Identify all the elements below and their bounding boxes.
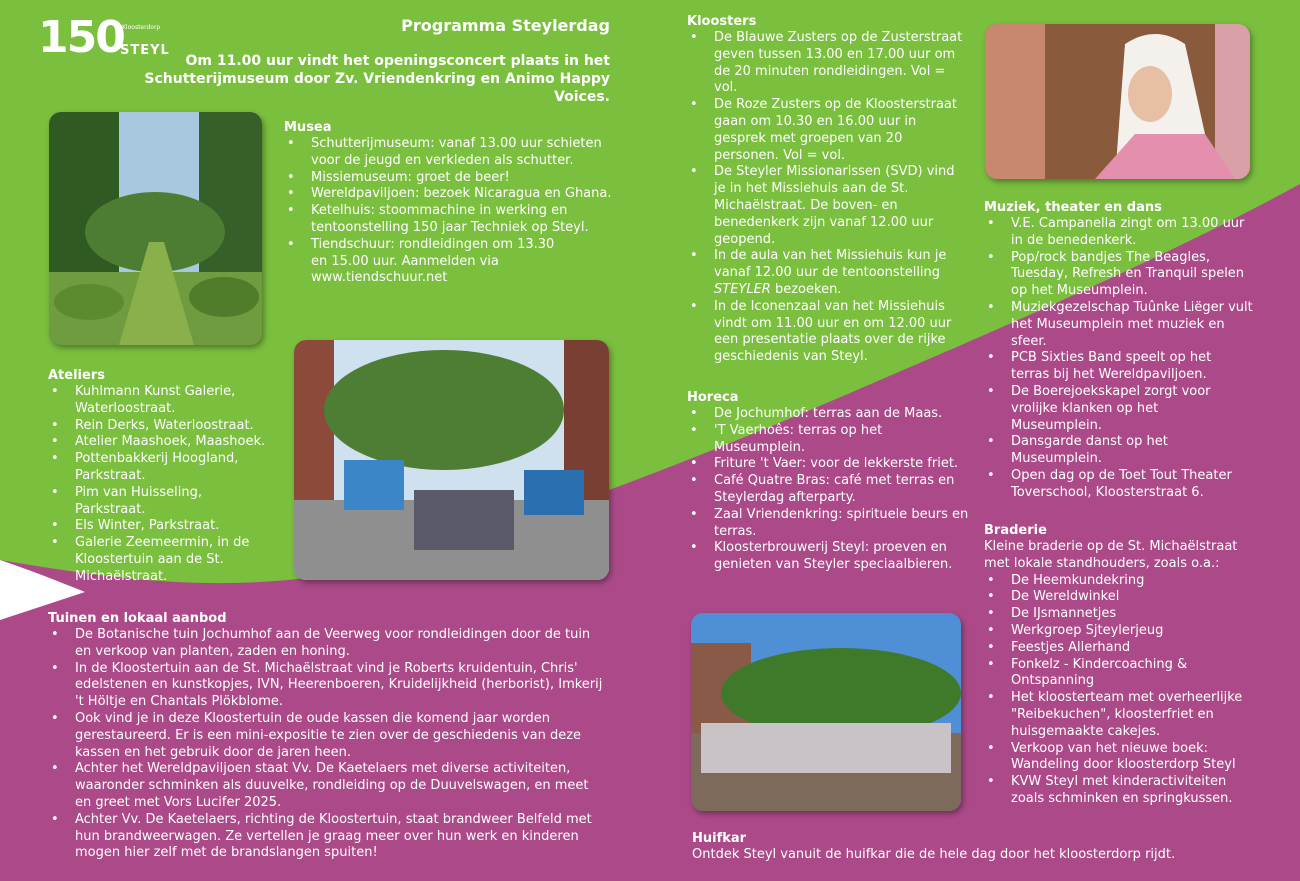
horeca-section xyxy=(687,390,972,574)
list-item: • Pottenbakkerij Hoogland, Parkstraat. xyxy=(48,451,265,485)
list-item: • Pim van Huisseling, Parkstraat. xyxy=(48,485,215,519)
item-text: bezoeken. xyxy=(770,281,842,297)
muziek-section xyxy=(984,200,1254,502)
list-item: • Rein Derks, Waterloostraat. xyxy=(48,418,288,435)
muziek-heading: Muziek, theater en dans xyxy=(984,200,1162,215)
list-item: • Werkgroep Sjteylerjeug xyxy=(984,623,1254,640)
huifkar-section xyxy=(692,831,1272,864)
list-item: • Atelier Maashoek, Maashoek. xyxy=(48,434,288,451)
list-item: • Wereldpaviljoen: bezoek Nicaragua en Ghana. xyxy=(284,186,614,203)
list-item: • De Steyler Missionarissen (SVD) vind je in het Missiehuis aan de St. Michaëlstraat. De boven- en benedenkerk zijn vanaf 12.00 uur geopend. xyxy=(687,164,967,248)
list-item: • Pop/rock bandjes The Beagles, Tuesday, Refresh en Tranquil spelen op het Museumplein. xyxy=(984,250,1254,300)
ateliers-list xyxy=(48,384,288,586)
logo-name: STEYL xyxy=(120,43,170,58)
list-item: • 'T Vaerhoês: terras op het Museumplein. xyxy=(687,423,934,457)
musea-section xyxy=(284,120,614,287)
garden-photo xyxy=(49,112,262,345)
logo-small-text: Kloosterdorp xyxy=(122,24,161,31)
list-item: • De Boerejoekskapel zorgt voor vrolijke klanken op het Museumplein. xyxy=(984,384,1226,434)
list-item: • Feestjes Allerhand xyxy=(984,640,1254,657)
list-item: • In de Kloostertuin aan de St. Michaëlstraat vind je Roberts kruidentuin, Chris' edelstenen en kunstkopjes, IVN, Heerenboeren, Kruidelijkheid (herborist), Imkerij 't Höltje en Chantals Plökblome. xyxy=(48,661,608,711)
list-item: • Achter Vv. De Kaetelaers, richting de Kloostertuin, staat brandweer Belfeld met hun brandweerwagen. Ze vertellen je graag meer over hun werk en kinderen mogen hier zelf met de brandslangen spuiten! xyxy=(48,812,608,862)
list-item: • Missiemuseum: groet de beer! xyxy=(284,170,614,187)
list-item: • Café Quatre Bras: café met terras en Steylerdag afterparty. xyxy=(687,473,972,507)
list-item: • De Botanische tuin Jochumhof aan de Veerweg voor rondleidingen door de tuin en verkoop van planten, zaden en honing. xyxy=(48,627,608,661)
list-item: • De Blauwe Zusters op de Zusterstraat geven tussen 13.00 en 17.00 uur om de 20 minuten rondleidingen. Vol = vol. xyxy=(687,30,967,97)
kloosters-section xyxy=(687,14,967,366)
braderie-heading: Braderie xyxy=(984,523,1047,538)
intro-text: Om 11.00 uur vindt het openingsconcert plaats in het Schutterijmuseum door Zv. Vriendenkring en Animo Happy Voices. xyxy=(144,53,610,105)
ateliers-section xyxy=(48,368,288,586)
list-item: • Muziekgezelschap Tuûnke Liëger vult het Museumplein met muziek en sfeer. xyxy=(984,300,1254,350)
list-item: • Verkoop van het nieuwe boek: Wandeling door kloosterdorp Steyl xyxy=(984,741,1254,775)
tuinen-section xyxy=(48,611,608,862)
braderie-section xyxy=(984,523,1254,808)
braderie-intro: Kleine braderie op de St. Michaëlstraat met lokale standhouders, zoals o.a.: xyxy=(984,539,1238,571)
braderie-list xyxy=(984,573,1254,808)
list-item: • De Roze Zusters op de Kloosterstraat gaan om 10.30 en 16.00 uur in gesprek met groepen van 20 personen. Vol = vol. xyxy=(687,97,967,164)
list-item: • Els Winter, Parkstraat. xyxy=(48,518,288,535)
list-item: • De Heemkundekring xyxy=(984,573,1254,590)
list-item: • Open dag op de Toet Tout Theater Toverschool, Kloosterstraat 6. xyxy=(984,468,1254,502)
market-photo xyxy=(294,340,609,580)
kloosters-heading: Kloosters xyxy=(687,14,757,29)
list-item: • Schutterijmuseum: vanaf 13.00 uur schieten voor de jeugd en verkleden als schutter. xyxy=(284,136,614,170)
ateliers-heading: Ateliers xyxy=(48,368,105,383)
list-item: • Het kloosterteam met overheerlijke "Reibekuchen", kloosterfriet en huisgemaakte cakejes. xyxy=(984,690,1254,740)
tuinen-heading: Tuinen en lokaal aanbod xyxy=(48,611,227,626)
muziek-list xyxy=(984,216,1254,502)
list-item: • Friture 't Vaer: voor de lekkerste friet. xyxy=(687,456,959,473)
list-item: • V.E. Campanella zingt om 13.00 uur in de benedenkerk. xyxy=(984,216,1254,250)
list-item: • KVW Steyl met kinderactiviteiten zoals schminken en springkussen. xyxy=(984,774,1254,808)
list-item: • Dansgarde danst op het Museumplein. xyxy=(984,434,1196,468)
list-item: • Tiendschuur: rondleidingen om 13.30 en 15.00 uur. Aanmelden via www.tiendschuur.net xyxy=(284,237,556,287)
list-item: • Galerie Zeemeermin, in de Kloostertuin aan de St. Michaëlstraat. xyxy=(48,535,265,585)
list-item: • De Wereldwinkel xyxy=(984,589,1254,606)
musea-heading: Musea xyxy=(284,120,332,135)
item-text: In de aula van het Missiehuis kun je vanaf 12.00 uur de tentoonstelling xyxy=(714,248,947,281)
list-item: • Fonkelz - Kindercoaching & Ontspanning xyxy=(984,657,1211,691)
list-item: • Ook vind je in deze Kloostertuin de oude kassen die komend jaar worden gerestaureerd. Er is een mini-expositie te zien over de geschiedenis van deze kassen en het gebruik door de jaren heen. xyxy=(48,711,608,761)
horeca-heading: Horeca xyxy=(687,390,739,405)
huifkar-heading: Huifkar xyxy=(692,831,747,846)
list-item: • Achter het Wereldpaviljoen staat Vv. De Kaetelaers met diverse activiteiten, waaronder schminken als duuvelke, rondleiding op de Duuvelswagen, en meet en greet met Vors Lucifer 2025. xyxy=(48,761,608,811)
nun-photo xyxy=(985,24,1250,179)
list-item xyxy=(687,248,967,298)
list-item: • Zaal Vriendenkring: spirituele beurs en terras. xyxy=(687,507,972,541)
logo-number: 150 xyxy=(38,12,124,63)
horeca-list xyxy=(687,406,972,574)
huifkar-text: Ontdek Steyl vanuit de huifkar die de hele dag door het kloosterdorp rijdt. xyxy=(692,847,1176,862)
list-item: • Kuhlmann Kunst Galerie, Waterloostraat. xyxy=(48,384,250,418)
list-item: • PCB Sixties Band speelt op het terras bij het Wereldpaviljoen. xyxy=(984,350,1226,384)
musea-list xyxy=(284,136,614,287)
list-item: • Kloosterbrouwerij Steyl: proeven en genieten van Steyler speciaalbieren. xyxy=(687,540,972,574)
list-item: • De IJsmannetjes xyxy=(984,606,1254,623)
page-title: Programma Steylerdag xyxy=(401,16,610,35)
tuinen-list xyxy=(48,627,608,862)
list-item: • In de Iconenzaal van het Missiehuis vindt om 11.00 uur en om 12.00 uur een presentatie plaats over de rijke geschiedenis van Steyl. xyxy=(687,299,967,366)
list-item: • De Jochumhof: terras aan de Maas. xyxy=(687,406,972,423)
exhibition-name: STEYLER xyxy=(714,281,771,297)
list-item: • Ketelhuis: stoommachine in werking en tentoonstelling 150 jaar Techniek op Steyl. xyxy=(284,203,614,237)
dance-photo xyxy=(691,613,961,811)
kloosters-list xyxy=(687,30,967,366)
